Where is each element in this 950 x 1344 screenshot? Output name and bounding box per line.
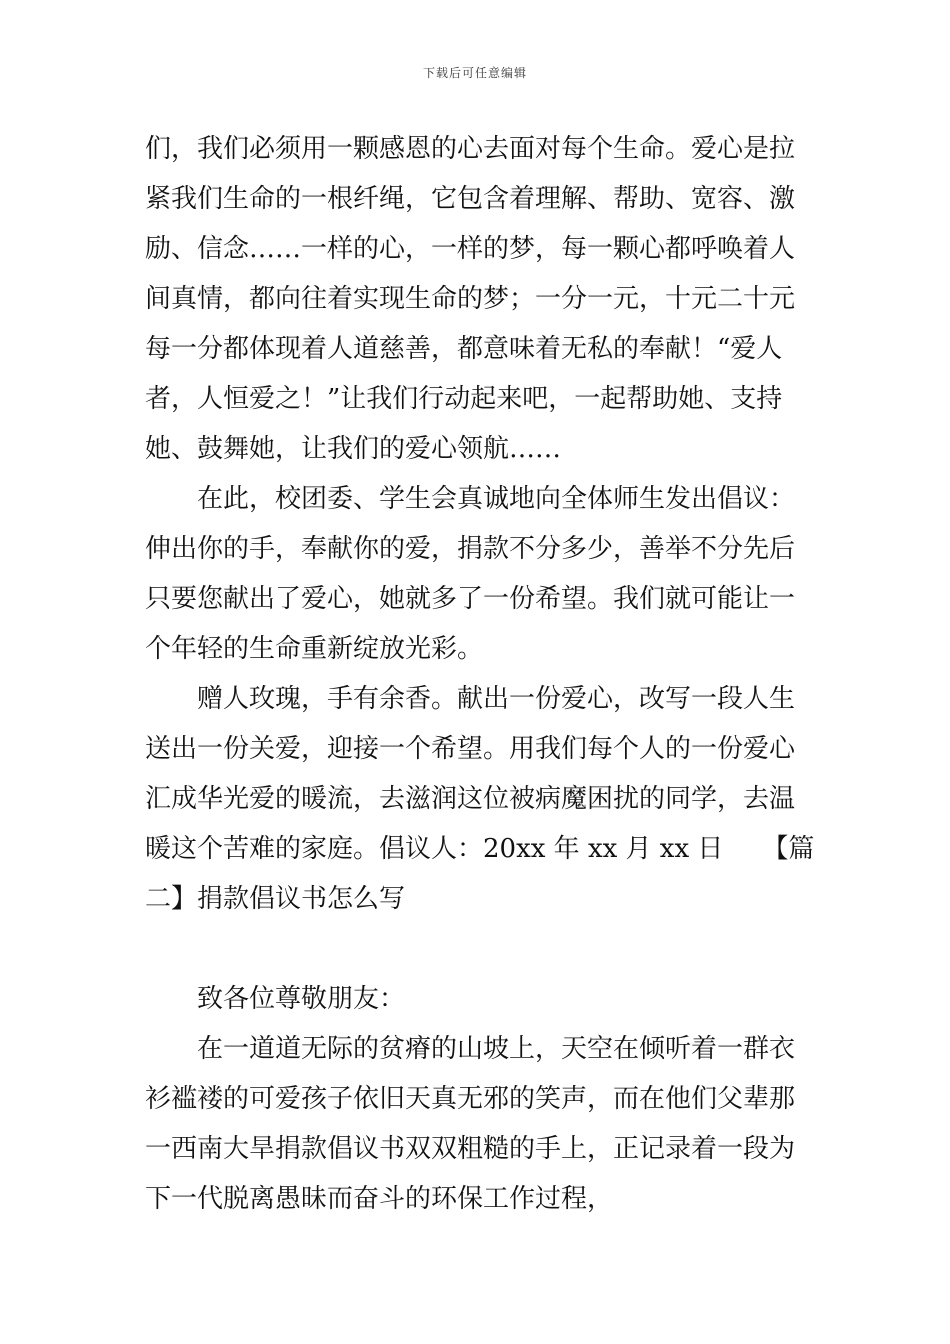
text-line: 在一道道无际的贫瘠的山坡上，天空在倾听着一群衣 <box>197 1034 796 1064</box>
text-line: 在此，校团委、学生会真诚地向全体师生发出倡议： <box>197 484 796 514</box>
salutation <box>145 974 810 1024</box>
text-line: 间真情，都向往着实现生命的梦；一分一元，十元二十元 <box>145 284 796 314</box>
text-line: 二】捐款倡议书怎么写 <box>145 884 406 914</box>
text-line: 汇成华光爱的暖流，去滋润这位被病魔困扰的同学，去温 <box>145 784 796 814</box>
blank-line <box>145 924 810 974</box>
text-line: 者，人恒爱之！”让我们行动起来吧，一起帮助她、支持 <box>145 384 783 414</box>
text-line: 下一代脱离愚昧而奋斗的环保工作过程， <box>145 1184 614 1214</box>
text-line: 致各位尊敬朋友： <box>197 984 406 1014</box>
text-line: 赠人玫瑰，手有余香。献出一份爱心，改写一段人生 <box>197 684 796 714</box>
text-line: 个年轻的生命重新绽放光彩。 <box>145 634 484 664</box>
paragraph-1 <box>145 124 810 474</box>
text-line: 励、信念……一样的心，一样的梦，每一颗心都呼唤着人 <box>145 234 796 264</box>
text-line: 送出一份关爱，迎接一个希望。用我们每个人的一份爱心 <box>145 734 796 764</box>
text-line: 们，我们必须用一颗感恩的心去面对每个生命。爱心是拉 <box>145 134 796 164</box>
text-line: 伸出你的手，奉献你的爱，捐款不分多少，善举不分先后 <box>145 534 796 564</box>
text-line: 只要您献出了爱心，她就多了一份希望。我们就可能让一 <box>145 584 796 614</box>
text-line: 一西南大旱捐款倡议书双双粗糙的手上，正记录着一段为 <box>145 1134 796 1164</box>
paragraph-2 <box>145 474 810 674</box>
text-line: 紧我们生命的一根纤绳，它包含着理解、帮助、宽容、激 <box>145 184 796 214</box>
document-body <box>145 124 815 1224</box>
text-line: 衫褴褛的可爱孩子依旧天真无邪的笑声，而在他们父辈那 <box>145 1084 796 1114</box>
text-line: 每一分都体现着人道慈善，都意味着无私的奉献！“爱人 <box>145 334 783 364</box>
text-line: 暖这个苦难的家庭。倡议人：20xx 年 xx 月 xx 日 【篇 <box>145 834 815 864</box>
text-line: 她、鼓舞她，让我们的爱心领航…… <box>145 434 562 464</box>
paragraph-5 <box>145 1024 810 1224</box>
paragraph-3 <box>145 674 815 924</box>
page-header: 下载后可任意编辑 <box>422 66 527 80</box>
